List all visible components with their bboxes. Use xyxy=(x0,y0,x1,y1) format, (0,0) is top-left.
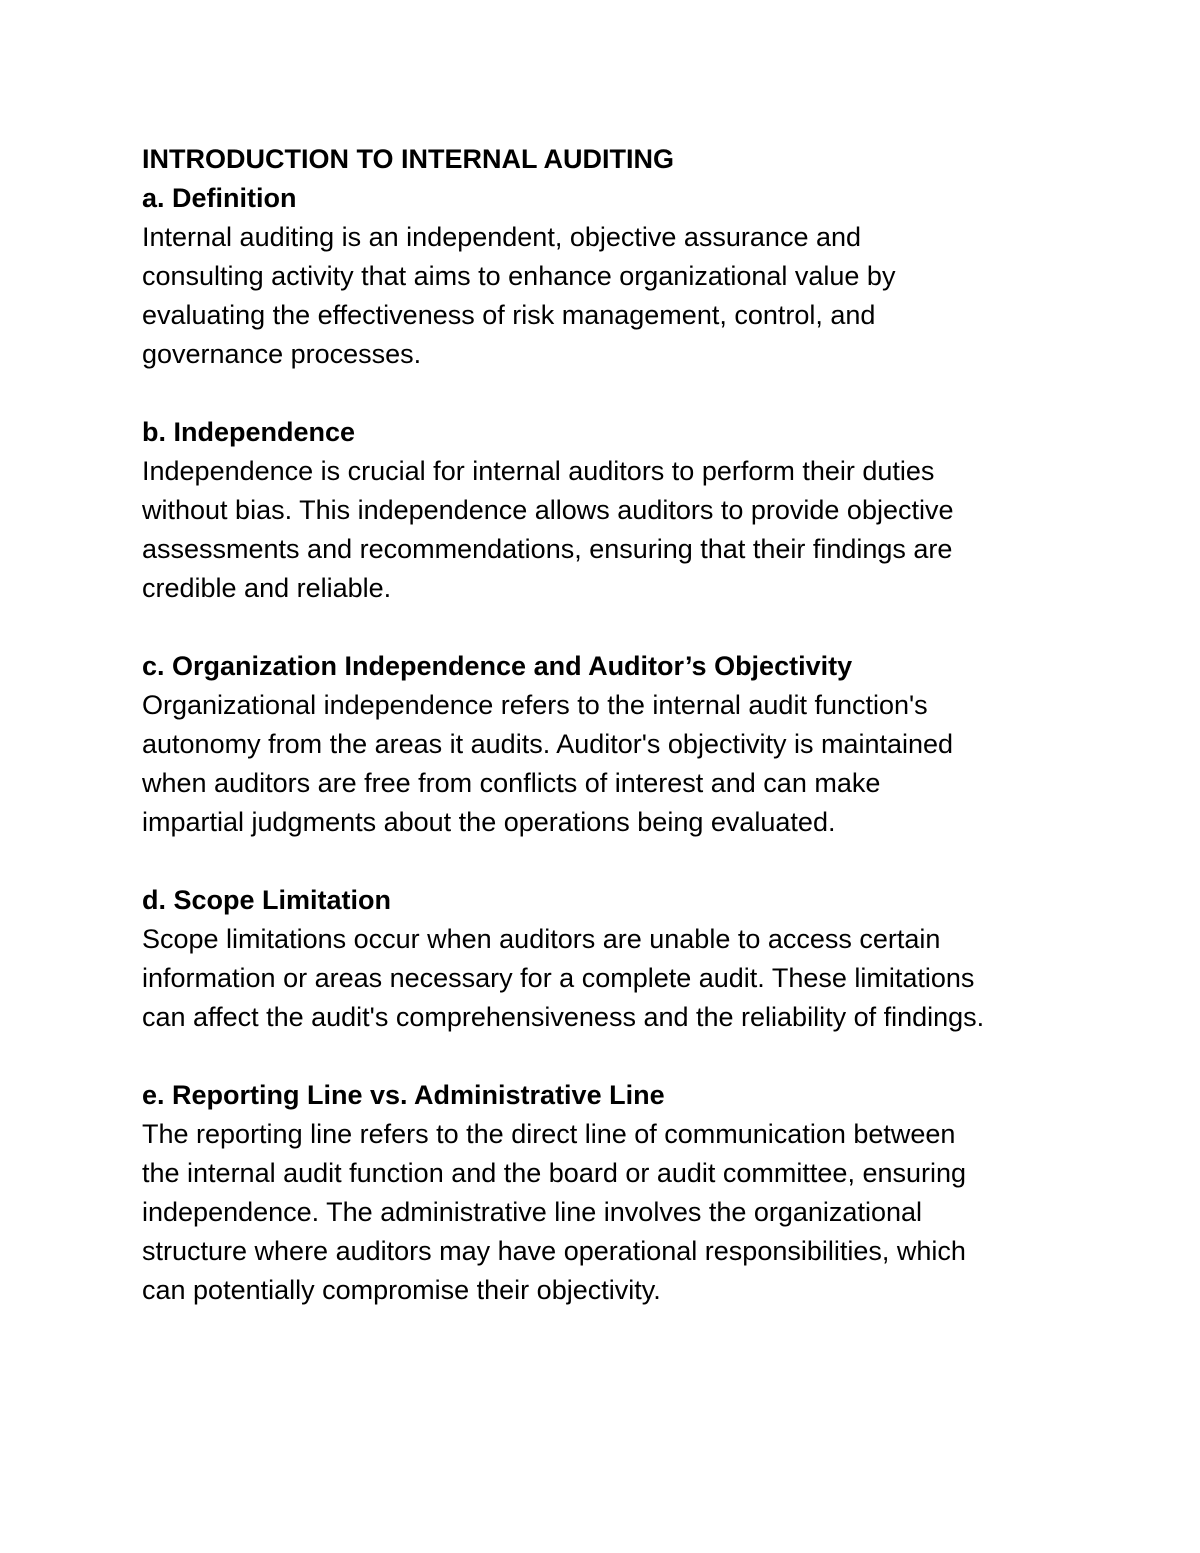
body-line: assessments and recommendations, ensuring that their findings are xyxy=(142,534,953,564)
body-line: consulting activity that aims to enhance organizational value by xyxy=(142,261,896,291)
body-line: evaluating the effectiveness of risk management, control, and xyxy=(142,300,876,330)
body-line: when auditors are free from conflicts of interest and can make xyxy=(142,768,881,798)
section-organization-independence xyxy=(142,647,1092,842)
body-line: governance processes. xyxy=(142,339,422,369)
body-line: the internal audit function and the board or audit committee, ensuring xyxy=(142,1158,967,1188)
section-reporting-line xyxy=(142,1076,1092,1310)
body-line: Independence is crucial for internal auditors to perform their duties xyxy=(142,456,935,486)
body-line: Internal auditing is an independent, objective assurance and xyxy=(142,222,862,252)
body-line: impartial judgments about the operations being evaluated. xyxy=(142,807,836,837)
body-line: can potentially compromise their objectivity. xyxy=(142,1275,661,1305)
body-line: structure where auditors may have operational responsibilities, which xyxy=(142,1236,966,1266)
section-scope-limitation xyxy=(142,881,1092,1037)
body-line: independence. The administrative line involves the organizational xyxy=(142,1197,922,1227)
section-heading: a. Definition xyxy=(142,183,297,213)
section-independence xyxy=(142,413,1092,608)
body-line: The reporting line refers to the direct line of communication between xyxy=(142,1119,956,1149)
section-body xyxy=(142,218,1092,374)
document-page xyxy=(142,140,1092,1349)
section-heading: b. Independence xyxy=(142,417,356,447)
section-heading: c. Organization Independence and Auditor’s Objectivity xyxy=(142,651,853,681)
section-body xyxy=(142,920,1092,1037)
document-title: INTRODUCTION TO INTERNAL AUDITING xyxy=(142,144,674,174)
section-body xyxy=(142,452,1092,608)
section-heading: e. Reporting Line vs. Administrative Line xyxy=(142,1080,665,1110)
body-line: autonomy from the areas it audits. Auditor's objectivity is maintained xyxy=(142,729,954,759)
body-line: without bias. This independence allows auditors to provide objective xyxy=(142,495,954,525)
section-body xyxy=(142,686,1092,842)
section-heading: d. Scope Limitation xyxy=(142,885,392,915)
body-line: Scope limitations occur when auditors are unable to access certain xyxy=(142,924,941,954)
section-body xyxy=(142,1115,1092,1310)
body-line: Organizational independence refers to the internal audit function's xyxy=(142,690,928,720)
body-line: information or areas necessary for a complete audit. These limitations xyxy=(142,963,975,993)
body-line: can affect the audit's comprehensiveness and the reliability of findings. xyxy=(142,1002,985,1032)
section-definition xyxy=(142,179,1092,374)
body-line: credible and reliable. xyxy=(142,573,392,603)
